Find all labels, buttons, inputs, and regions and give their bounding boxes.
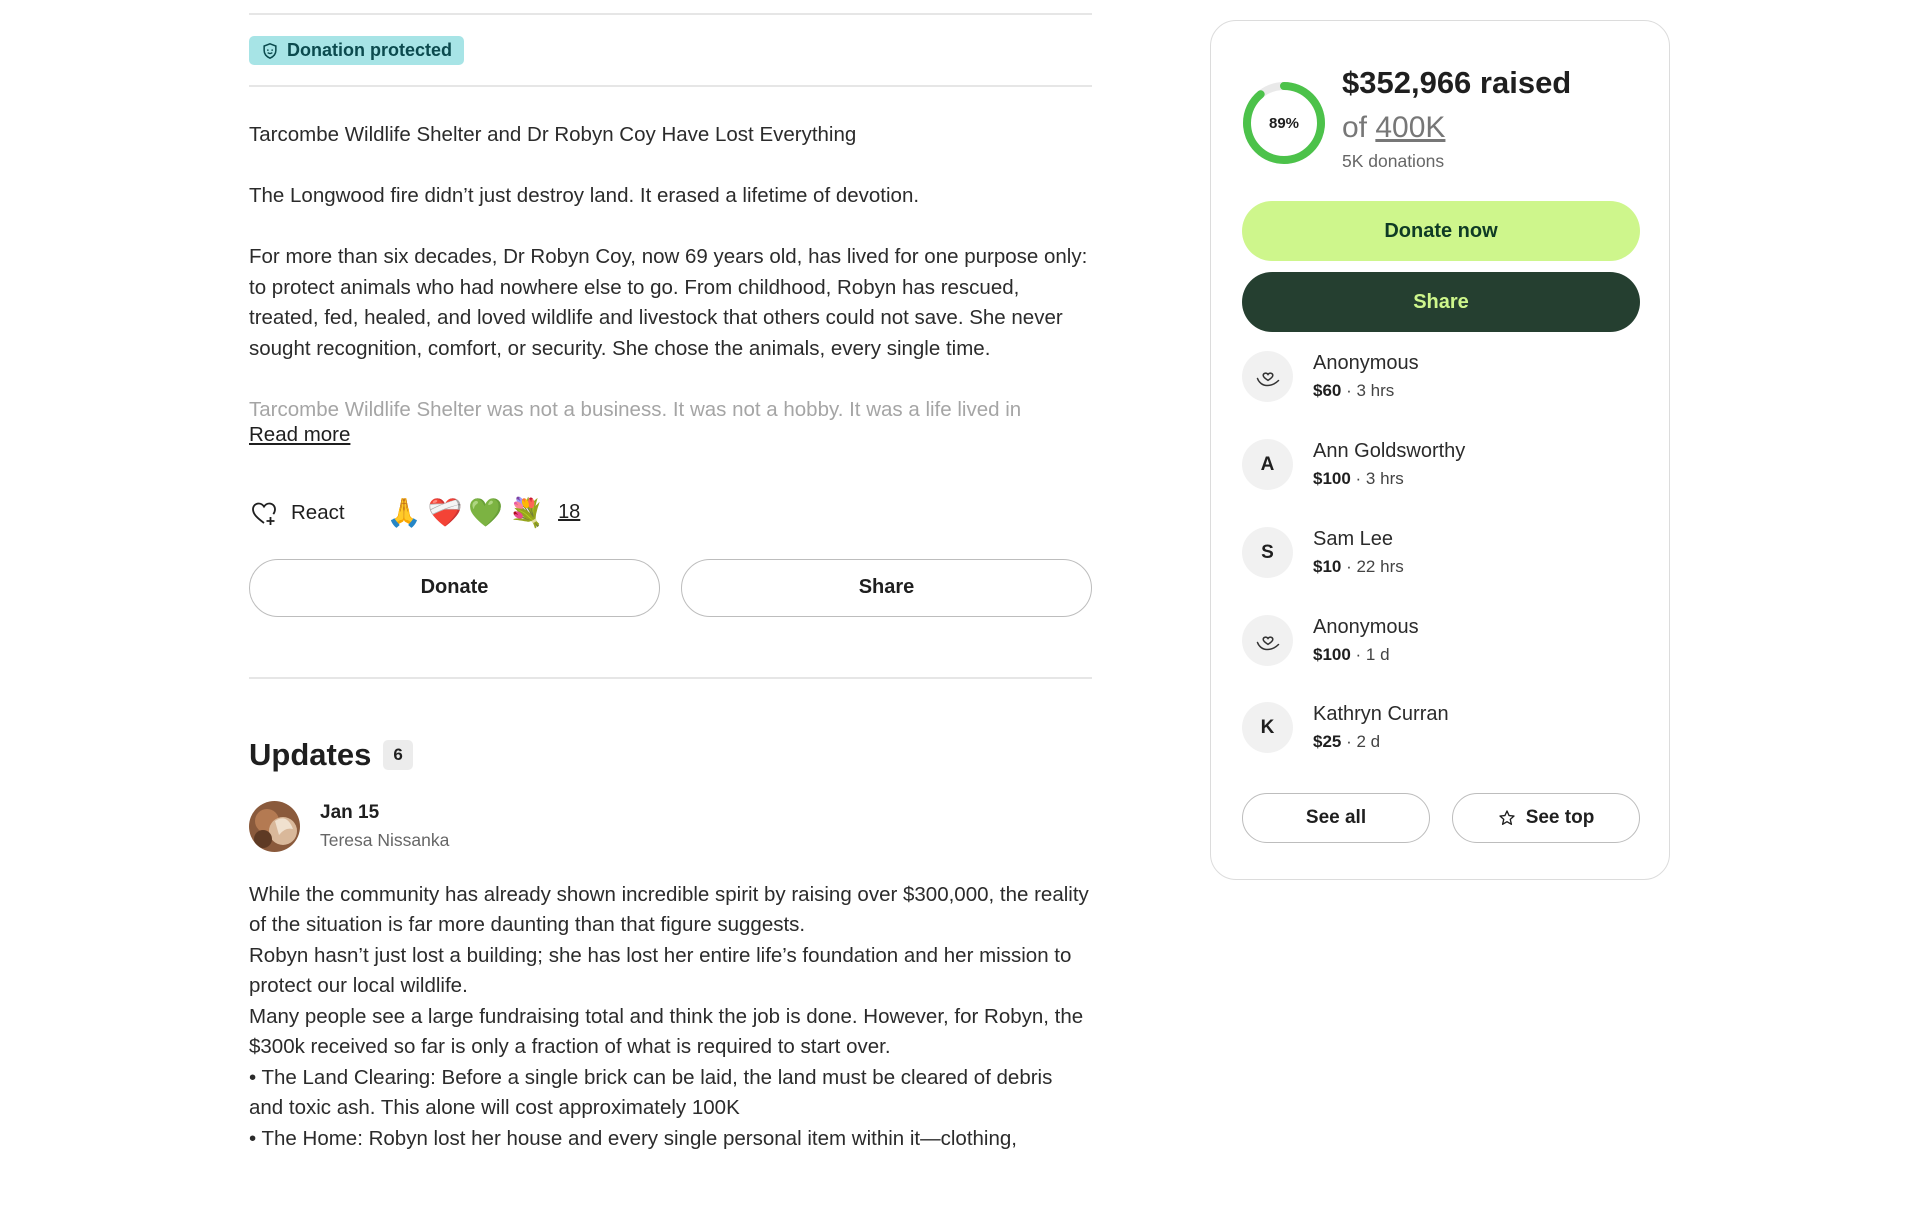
donor-row: [1242, 439, 1465, 490]
goal-prefix: of: [1342, 111, 1376, 144]
reactions-row: [249, 493, 1092, 533]
donor-amount: $100: [1313, 469, 1351, 488]
donor-time: · 3 hrs: [1341, 381, 1395, 400]
donor-name: Kathryn Curran: [1313, 703, 1449, 725]
see-all-button[interactable]: [1242, 793, 1430, 843]
update-line: Robyn hasn’t just lost a building; she has lost her entire life’s foundation and her mission to protect our local wildlife.: [249, 943, 1072, 997]
main-column: [249, 0, 1092, 1154]
story-paragraph: For more than six decades, Dr Robyn Coy, now 69 years old, has lived for one purpose only: to protect animals who had nowhere else to go. From childhood, Robyn has rescued, treated, fed, healed, and loved wildlife and livestock that others could not save. She never sought recognition, comfort, or security. She chose the animals, every single time.: [249, 245, 1088, 360]
star-icon: [1498, 809, 1516, 827]
share-card-button[interactable]: Share: [1242, 272, 1640, 332]
donor-info: [1313, 352, 1419, 401]
donor-name: Ann Goldsworthy: [1313, 440, 1466, 462]
donor-row: [1242, 351, 1419, 402]
donor-amount-line: [1313, 557, 1404, 577]
donor-amount-line: [1313, 732, 1449, 752]
author-avatar: [249, 801, 300, 852]
donor-amount: $60: [1313, 381, 1342, 400]
donor-initial-avatar: A: [1242, 439, 1293, 490]
story-paragraph: Tarcombe Wildlife Shelter and Dr Robyn Coy Have Lost Everything: [249, 123, 857, 146]
anonymous-donor-avatar: [1242, 615, 1293, 666]
donor-row: [1242, 702, 1449, 753]
updates-title: Updates: [249, 736, 372, 772]
goal-line: [1342, 111, 1571, 145]
donor-name: Sam Lee: [1313, 528, 1394, 550]
update-meta: [249, 801, 1092, 852]
update-author: Teresa Nissanka: [320, 829, 450, 850]
donor-time: · 3 hrs: [1350, 469, 1404, 488]
anonymous-donor-avatar: [1242, 351, 1293, 402]
raised-summary: [1342, 65, 1571, 172]
updates-divider: [249, 677, 1092, 679]
read-more-link[interactable]: Read more: [249, 422, 351, 446]
donation-protected-badge[interactable]: [249, 36, 464, 65]
donor-initial-avatar: S: [1242, 527, 1293, 578]
badge-divider: [249, 85, 1092, 87]
goal-amount[interactable]: 400K: [1375, 111, 1446, 144]
donor-row: [1242, 527, 1404, 578]
donor-info: [1313, 616, 1419, 665]
top-divider: [249, 13, 1092, 15]
donor-time: · 1 d: [1350, 645, 1390, 664]
story: [249, 120, 1092, 423]
donate-button[interactable]: Donate: [249, 559, 660, 617]
see-top-label: See top: [1525, 807, 1595, 828]
raised-amount: $352,966 raised: [1342, 65, 1572, 100]
shield-icon: [261, 42, 279, 60]
progress-ring: [1242, 81, 1326, 165]
bouquet-icon: 💐: [509, 497, 545, 528]
reaction-emojis[interactable]: [387, 496, 581, 529]
update-body: [249, 880, 1092, 1155]
badge-label: Donation protected: [287, 40, 452, 60]
green-heart-icon: 💚: [468, 497, 504, 528]
story-faded-text: Tarcombe Wildlife Shelter was not a business. It was not a hobby. It was a life lived in: [249, 397, 1022, 421]
donations-count: 5K donations: [1342, 151, 1445, 171]
react-label: React: [291, 500, 345, 524]
donation-card: [1210, 20, 1670, 880]
mending-heart-icon: ❤️‍🩹: [427, 497, 463, 528]
reaction-count[interactable]: 18: [558, 501, 581, 523]
update-date: Jan 15: [320, 801, 380, 823]
donor-row: [1242, 615, 1419, 666]
update-line: • The Land Clearing: Before a single brick can be laid, the land must be cleared of debris and toxic ash. This alone will cost approximately 100K: [249, 1065, 1053, 1119]
praying-hands-icon: 🙏: [386, 497, 422, 528]
hand-heart-icon: [1253, 626, 1283, 656]
donor-info: [1313, 528, 1404, 577]
donor-time: · 22 hrs: [1341, 557, 1404, 576]
share-button[interactable]: Share: [681, 559, 1092, 617]
update-line: • The Home: Robyn lost her house and every single personal item within it—clothing,: [249, 1126, 1017, 1150]
action-buttons: [249, 559, 1092, 617]
hand-heart-icon: [1253, 362, 1283, 392]
story-paragraph: The Longwood fire didn’t just destroy land. It erased a lifetime of devotion.: [249, 184, 920, 207]
update-line: While the community has already shown incredible spirit by raising over $300,000, the reality of the situation is far more daunting than that figure suggests.: [249, 882, 1089, 936]
donate-now-button[interactable]: Donate now: [1242, 201, 1640, 261]
donor-amount: $25: [1313, 732, 1342, 751]
donor-amount-line: [1313, 645, 1419, 665]
donor-amount: $100: [1313, 645, 1351, 664]
updates-count-badge: 6: [383, 740, 412, 770]
updates-header: [249, 737, 1092, 773]
donor-amount-line: [1313, 469, 1465, 489]
see-all-label: See all: [1305, 807, 1367, 828]
donor-info: [1313, 440, 1465, 489]
donor-name: Anonymous: [1313, 616, 1419, 638]
donor-info: [1313, 703, 1449, 752]
donor-time: · 2 d: [1341, 732, 1381, 751]
donor-initial-avatar: K: [1242, 702, 1293, 753]
heart-plus-icon: [249, 498, 279, 528]
donor-amount: $10: [1313, 557, 1342, 576]
react-button[interactable]: [249, 498, 345, 528]
donor-amount-line: [1313, 381, 1419, 401]
progress-label: 89%: [1268, 115, 1300, 132]
update-line: Many people see a large fundraising total and think the job is done. However, for Robyn, the $300k received so far is only a fraction of what is required to start over.: [249, 1004, 1084, 1058]
see-top-button[interactable]: [1452, 793, 1640, 843]
donor-name: Anonymous: [1313, 352, 1419, 374]
